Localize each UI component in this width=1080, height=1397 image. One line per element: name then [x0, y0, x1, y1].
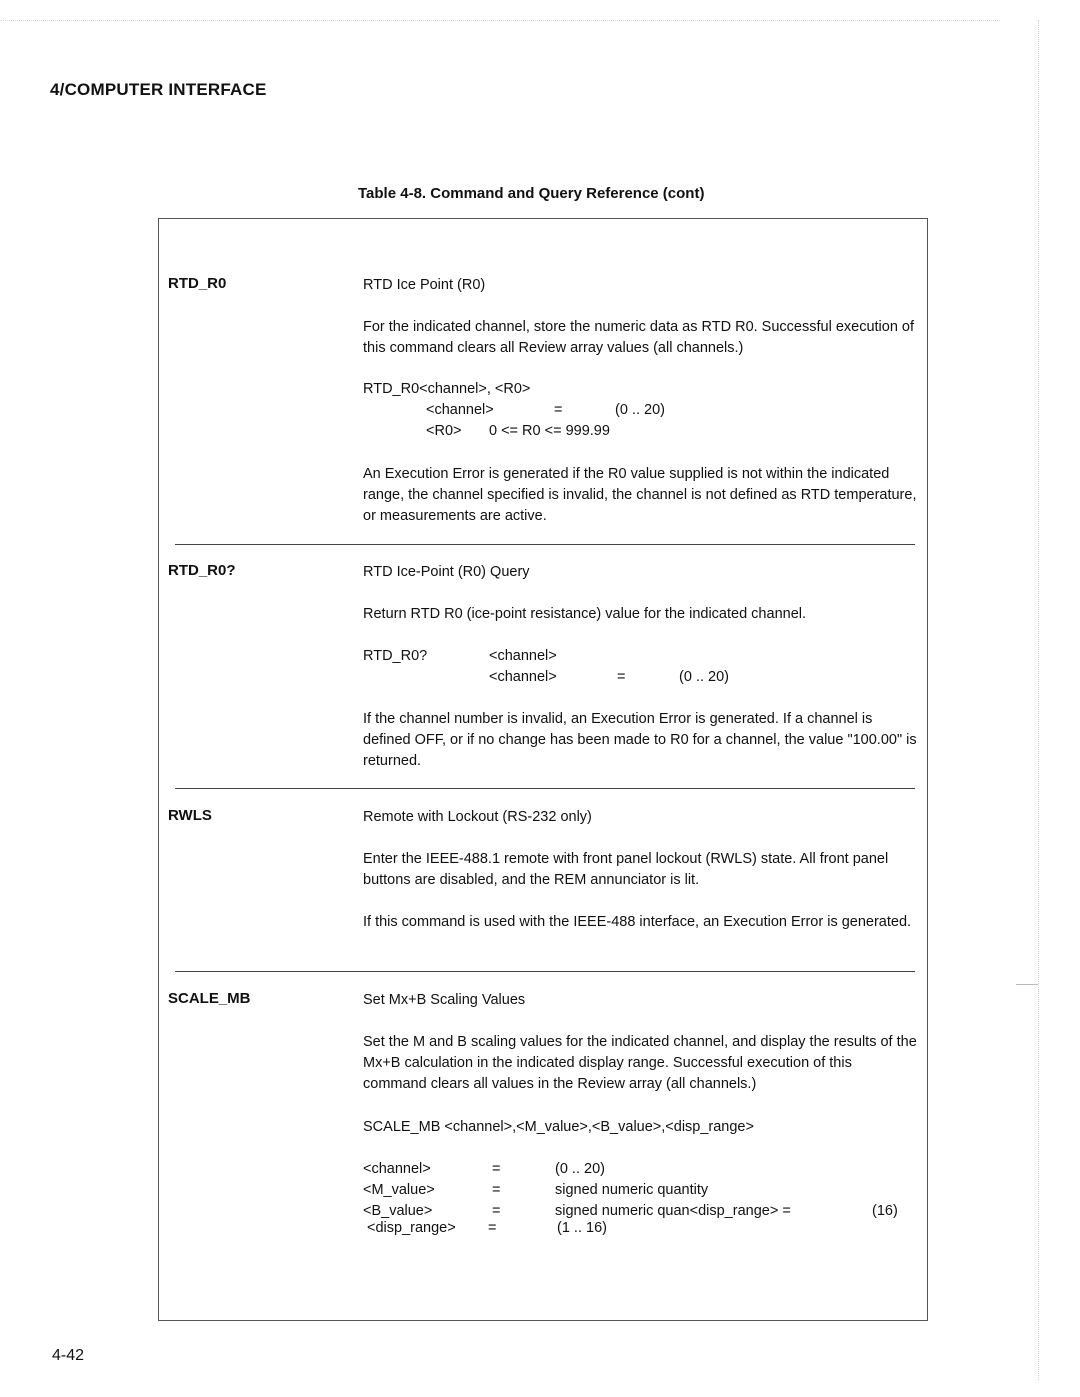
syntax-line: RTD_R0<channel>, <R0> [363, 381, 531, 397]
syntax-equals: = [492, 1203, 501, 1219]
command-name: RTD_R0 [168, 275, 227, 292]
command-text: For the indicated channel, store the numeric data as RTD R0. Successful execution of this command clears all Review array values (all channels.) [363, 319, 915, 356]
table-caption: Table 4-8. Command and Query Reference (cont) [358, 185, 705, 202]
syntax-equals: = [488, 1220, 497, 1236]
syntax-equals: = [554, 402, 563, 418]
scan-margin-mark [1016, 984, 1038, 985]
syntax-param: <channel> [426, 402, 494, 418]
syntax-value: (0 .. 20) [555, 1161, 605, 1177]
syntax-range: (0 .. 20) [615, 402, 665, 418]
command-description [363, 562, 918, 625]
syntax-param: <R0> [426, 423, 462, 439]
command-title: Remote with Lockout (RS-232 only) [363, 809, 592, 825]
command-name: RWLS [168, 807, 212, 824]
syntax-value: (1 .. 16) [557, 1220, 607, 1236]
syntax-range: (0 .. 20) [679, 669, 729, 685]
command-title: Set Mx+B Scaling Values [363, 992, 526, 1008]
syntax-param: <B_value> [363, 1203, 433, 1219]
note-text: An Execution Error is generated if the R0 value supplied is not within the indicated range, the channel specified is invalid, the channel is not defined as RTD temperature, or measurements are active. [363, 466, 917, 524]
syntax-param: <channel> [489, 648, 557, 664]
command-description [363, 807, 918, 933]
command-title: RTD Ice-Point (R0) Query [363, 564, 530, 580]
command-note [363, 464, 918, 527]
entry-divider [175, 971, 915, 972]
command-note [363, 709, 918, 772]
syntax-param: <channel> [489, 669, 557, 685]
syntax-value: signed numeric quan<disp_range> = [555, 1203, 791, 1219]
command-description [363, 275, 918, 359]
command-text: Enter the IEEE-488.1 remote with front panel lockout (RWLS) state. All front panel buttons are disabled, and the REM annunciator is lit. [363, 851, 889, 888]
note-text: If the channel number is invalid, an Execution Error is generated. If a channel is defined OFF, or if no change has been made to R0 for a channel, the value "100.00" is returned. [363, 711, 917, 769]
syntax-param: <M_value> [363, 1182, 435, 1198]
syntax-range: 0 <= R0 <= 999.99 [489, 423, 610, 439]
entry-divider [175, 788, 915, 789]
syntax-equals: = [617, 669, 626, 685]
syntax-value: signed numeric quantity [555, 1182, 709, 1198]
syntax-equals: = [492, 1182, 501, 1198]
scan-right-edge [1038, 20, 1039, 1380]
page-number: 4-42 [52, 1347, 85, 1364]
syntax-extra: (16) [872, 1203, 898, 1219]
syntax-equals: = [492, 1161, 501, 1177]
command-title: RTD Ice Point (R0) [363, 277, 486, 293]
entry-divider [175, 544, 915, 545]
scan-top-edge [0, 20, 1000, 21]
command-note: If this command is used with the IEEE-488 interface, an Execution Error is generated. [363, 914, 912, 930]
command-description [363, 990, 918, 1095]
command-reference-table [158, 218, 928, 1321]
command-text: Set the M and B scaling values for the indicated channel, and display the results of the Mx+B calculation in the indicated display range. Successful execution of this command clears all values in the Review array (all channels.) [363, 1034, 917, 1092]
syntax-param: <channel> [363, 1161, 431, 1177]
syntax-line: SCALE_MB <channel>,<M_value>,<B_value>,<disp_range> [363, 1119, 754, 1135]
command-name: RTD_R0? [168, 562, 236, 579]
command-text: Return RTD R0 (ice-point resistance) value for the indicated channel. [363, 606, 807, 622]
section-heading: 4/COMPUTER INTERFACE [50, 80, 267, 99]
syntax-command: RTD_R0? [363, 648, 428, 664]
command-name: SCALE_MB [168, 990, 251, 1007]
syntax-param: <disp_range> [367, 1220, 456, 1236]
